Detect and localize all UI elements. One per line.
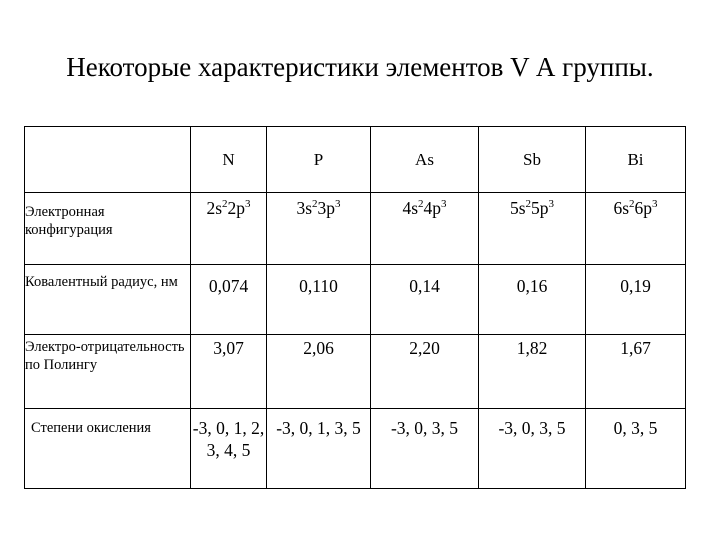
row-label-configuration: Электронная конфигурация: [25, 193, 191, 265]
config-as: $4s^24p^3$: [371, 193, 479, 265]
electronegativity-bi: 1,67: [586, 335, 686, 409]
row-oxidation-states: [25, 409, 686, 489]
element-header-bi: Bi: [586, 127, 686, 193]
row-label-oxidation: Степени окисления: [25, 409, 191, 489]
slide-title: Некоторые характеристики элементов V А группы.: [66, 52, 654, 82]
oxidation-p: -3, 0, 1, 3, 5: [267, 409, 371, 489]
config-sb: $5s^25p^3$: [479, 193, 586, 265]
radius-bi: 0,19: [586, 265, 686, 335]
element-header-sb: Sb: [479, 127, 586, 193]
radius-as: 0,14: [371, 265, 479, 335]
row-electron-configuration: [25, 193, 686, 265]
config-p: $3s^23p^3$: [267, 193, 371, 265]
electronegativity-sb: 1,82: [479, 335, 586, 409]
electronegativity-as: 2,20: [371, 335, 479, 409]
header-row: [25, 127, 686, 193]
element-header-n: N: [191, 127, 267, 193]
row-label-radius: Ковалентный радиус, нм: [25, 265, 191, 335]
electronegativity-n: 3,07: [191, 335, 267, 409]
oxidation-sb: -3, 0, 3, 5: [479, 409, 586, 489]
row-covalent-radius: [25, 265, 686, 335]
electronegativity-p: 2,06: [267, 335, 371, 409]
radius-n: 0,074: [191, 265, 267, 335]
oxidation-bi: 0, 3, 5: [586, 409, 686, 489]
element-header-as: As: [371, 127, 479, 193]
row-electronegativity: [25, 335, 686, 409]
oxidation-as: -3, 0, 3, 5: [371, 409, 479, 489]
element-properties-table: [24, 126, 686, 489]
config-bi: $6s^26p^3$: [586, 193, 686, 265]
radius-sb: 0,16: [479, 265, 586, 335]
row-label-electronegativity: Электро-отрицательность по Полингу: [25, 335, 191, 409]
radius-p: 0,110: [267, 265, 371, 335]
corner-cell: [25, 127, 191, 193]
element-header-p: P: [267, 127, 371, 193]
oxidation-n: -3, 0, 1, 2, 3, 4, 5: [191, 409, 267, 489]
config-n: $2s^22p^3$: [191, 193, 267, 265]
